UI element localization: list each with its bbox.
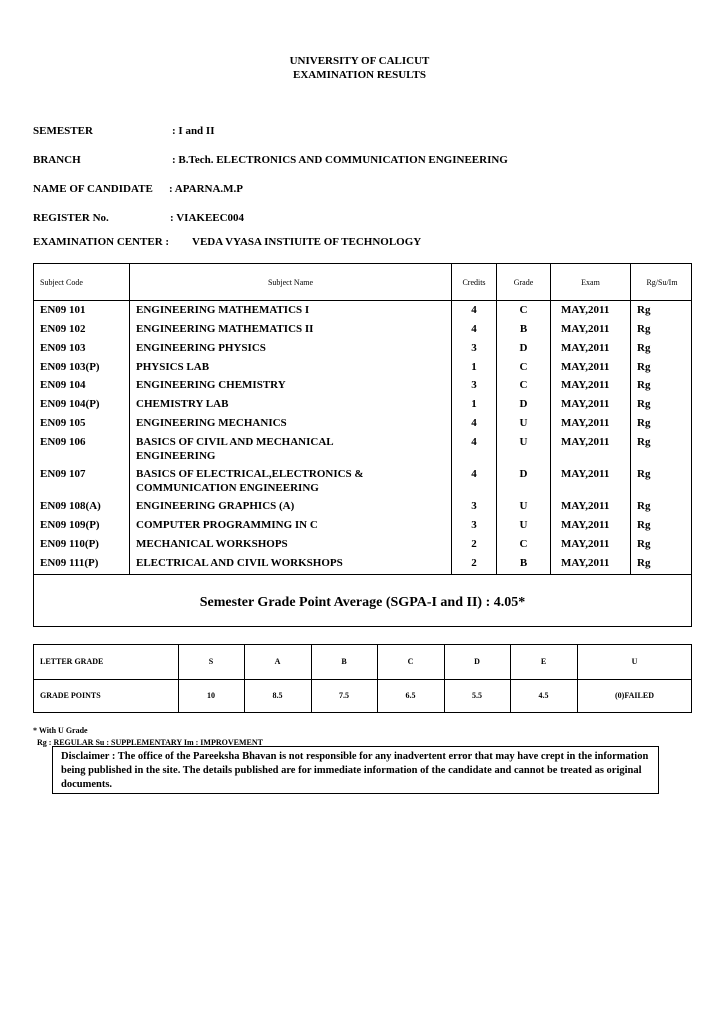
letter-grade-cell: U bbox=[631, 657, 638, 666]
cell-code: EN09 107 bbox=[40, 468, 86, 480]
cell-grade: C bbox=[519, 304, 528, 316]
cell-name-continued: COMMUNICATION ENGINEERING bbox=[136, 482, 319, 494]
cell-credits: 3 bbox=[471, 379, 477, 391]
cell-status: Rg bbox=[637, 379, 651, 391]
letter-grade-cell: A bbox=[274, 657, 281, 666]
cell-grade: C bbox=[519, 538, 528, 550]
header-subject-code: Subject Code bbox=[40, 278, 83, 287]
cell-exam: MAY,2011 bbox=[561, 538, 610, 550]
header-credits: Credits bbox=[462, 278, 486, 287]
cell-name: ELECTRICAL AND CIVIL WORKSHOPS bbox=[136, 557, 343, 569]
cell-exam: MAY,2011 bbox=[561, 500, 610, 512]
cell-exam: MAY,2011 bbox=[561, 417, 610, 429]
page-title: EXAMINATION RESULTS bbox=[293, 69, 426, 81]
cell-credits: 4 bbox=[471, 417, 477, 429]
header-grade: Grade bbox=[513, 278, 534, 287]
cell-status: Rg bbox=[637, 557, 651, 569]
sgpa-line: Semester Grade Point Average (SGPA-I and II) : 4.05* bbox=[199, 595, 526, 610]
cell-code: EN09 104 bbox=[40, 379, 86, 391]
grade-column-divider bbox=[444, 645, 445, 712]
cell-credits: 3 bbox=[471, 500, 477, 512]
header-exam: Exam bbox=[581, 278, 600, 287]
cell-code: EN09 103 bbox=[40, 342, 86, 354]
cell-name: BASICS OF ELECTRICAL,ELECTRONICS & bbox=[136, 468, 364, 480]
cell-code: EN09 105 bbox=[40, 417, 86, 429]
results-table bbox=[33, 263, 692, 627]
cell-grade: D bbox=[519, 398, 528, 410]
cell-grade: U bbox=[519, 436, 528, 448]
cell-exam: MAY,2011 bbox=[561, 361, 610, 373]
cell-status: Rg bbox=[637, 436, 651, 448]
cell-exam: MAY,2011 bbox=[561, 557, 610, 569]
grade-column-divider bbox=[377, 645, 378, 712]
status-legend: Rg : REGULAR Su : SUPPLEMENTARY Im : IMPROVEMENT bbox=[37, 738, 263, 747]
cell-exam: MAY,2011 bbox=[561, 436, 610, 448]
grade-point-cell: 4.5 bbox=[538, 691, 549, 700]
grade-point-cell: 8.5 bbox=[272, 691, 283, 700]
cell-exam: MAY,2011 bbox=[561, 468, 610, 480]
header-status: Rg/Su/Im bbox=[646, 278, 678, 287]
cell-credits: 2 bbox=[471, 557, 477, 569]
cell-status: Rg bbox=[637, 500, 651, 512]
cell-name: ENGINEERING GRAPHICS (A) bbox=[136, 500, 295, 512]
cell-code: EN09 108(A) bbox=[40, 500, 101, 512]
cell-grade: C bbox=[519, 379, 528, 391]
cell-name: ENGINEERING MECHANICS bbox=[136, 417, 287, 429]
cell-name: BASICS OF CIVIL AND MECHANICAL bbox=[136, 436, 334, 448]
cell-code: EN09 109(P) bbox=[40, 519, 100, 531]
table-bottom-separator bbox=[34, 574, 691, 575]
cell-credits: 3 bbox=[471, 342, 477, 354]
semester-value: : I and II bbox=[172, 125, 215, 137]
cell-credits: 4 bbox=[471, 304, 477, 316]
cell-credits: 1 bbox=[471, 361, 477, 373]
university-name: UNIVERSITY OF CALICUT bbox=[289, 55, 430, 67]
letter-grade-label: LETTER GRADE bbox=[40, 657, 104, 666]
grade-column-divider bbox=[577, 645, 578, 712]
exam-center-label: EXAMINATION CENTER : bbox=[33, 236, 170, 248]
cell-credits: 4 bbox=[471, 323, 477, 335]
cell-credits: 1 bbox=[471, 398, 477, 410]
cell-exam: MAY,2011 bbox=[561, 323, 610, 335]
cell-status: Rg bbox=[637, 361, 651, 373]
cell-grade: U bbox=[519, 519, 528, 531]
grade-column-divider bbox=[510, 645, 511, 712]
cell-code: EN09 103(P) bbox=[40, 361, 100, 373]
cell-grade: C bbox=[519, 361, 528, 373]
letter-grade-cell: B bbox=[341, 657, 347, 666]
cell-credits: 2 bbox=[471, 538, 477, 550]
grade-point-cell: (0)FAILED bbox=[615, 691, 654, 700]
u-grade-note: * With U Grade bbox=[33, 726, 88, 735]
letter-grade-cell: E bbox=[540, 657, 547, 666]
header-subject-name: Subject Name bbox=[267, 278, 314, 287]
cell-code: EN09 102 bbox=[40, 323, 86, 335]
grade-point-cell: 5.5 bbox=[472, 691, 482, 700]
cell-exam: MAY,2011 bbox=[561, 342, 610, 354]
cell-name: ENGINEERING MATHEMATICS I bbox=[136, 304, 310, 316]
cell-name: ENGINEERING MATHEMATICS II bbox=[136, 323, 314, 335]
branch-label: BRANCH bbox=[33, 154, 81, 166]
cell-status: Rg bbox=[637, 304, 651, 316]
grade-point-cell: 7.5 bbox=[339, 691, 349, 700]
letter-grade-cell: S bbox=[208, 657, 214, 666]
cell-status: Rg bbox=[637, 519, 651, 531]
cell-credits: 3 bbox=[471, 519, 477, 531]
grade-point-cell: 6.5 bbox=[405, 691, 416, 700]
grade-column-divider bbox=[311, 645, 312, 712]
cell-status: Rg bbox=[637, 468, 651, 480]
cell-code: EN09 104(P) bbox=[40, 398, 100, 410]
cell-exam: MAY,2011 bbox=[561, 398, 610, 410]
cell-credits: 4 bbox=[471, 468, 477, 480]
cell-code: EN09 101 bbox=[40, 304, 86, 316]
cell-grade: B bbox=[519, 557, 528, 569]
cell-exam: MAY,2011 bbox=[561, 304, 610, 316]
cell-code: EN09 106 bbox=[40, 436, 86, 448]
cell-status: Rg bbox=[637, 417, 651, 429]
cell-code: EN09 111(P) bbox=[40, 557, 99, 569]
grade-point-cell: 10 bbox=[207, 691, 215, 700]
cell-grade: B bbox=[519, 323, 528, 335]
cell-grade: D bbox=[519, 342, 528, 354]
cell-exam: MAY,2011 bbox=[561, 519, 610, 531]
cell-status: Rg bbox=[637, 538, 651, 550]
header-separator bbox=[34, 300, 691, 301]
candidate-name-value: : APARNA.M.P bbox=[169, 183, 244, 195]
cell-name: COMPUTER PROGRAMMING IN C bbox=[136, 519, 318, 531]
cell-credits: 4 bbox=[471, 436, 477, 448]
column-divider bbox=[550, 264, 551, 574]
letter-grade-cell: C bbox=[407, 657, 414, 666]
cell-name: MECHANICAL WORKSHOPS bbox=[136, 538, 288, 550]
grade-column-divider bbox=[244, 645, 245, 712]
grade-row-separator bbox=[34, 679, 691, 680]
cell-code: EN09 110(P) bbox=[40, 538, 99, 550]
candidate-name-label: NAME OF CANDIDATE bbox=[33, 183, 153, 195]
cell-name: ENGINEERING CHEMISTRY bbox=[136, 379, 286, 391]
grade-column-divider bbox=[178, 645, 179, 712]
semester-label: SEMESTER bbox=[33, 125, 93, 137]
cell-name: CHEMISTRY LAB bbox=[136, 398, 229, 410]
cell-grade: U bbox=[519, 417, 528, 429]
cell-status: Rg bbox=[637, 342, 651, 354]
cell-exam: MAY,2011 bbox=[561, 379, 610, 391]
grade-scale-table bbox=[33, 644, 692, 713]
cell-name-continued: ENGINEERING bbox=[136, 450, 216, 462]
cell-grade: D bbox=[519, 468, 528, 480]
cell-name: ENGINEERING PHYSICS bbox=[136, 342, 266, 354]
register-value: : VIAKEEC004 bbox=[170, 212, 245, 224]
cell-status: Rg bbox=[637, 323, 651, 335]
cell-status: Rg bbox=[637, 398, 651, 410]
cell-name: PHYSICS LAB bbox=[136, 361, 210, 373]
exam-center-value: VEDA VYASA INSTIUITE OF TECHNOLOGY bbox=[192, 236, 422, 248]
letter-grade-cell: D bbox=[474, 657, 480, 666]
disclaimer-box: Disclaimer : The office of the Pareeksha Bhavan is not responsible for any inadvertent error that may have crept in the information being published in the site. The details published are for immediate information of the candidate and cannot be treated as original documents. bbox=[52, 746, 659, 794]
branch-value: : B.Tech. ELECTRONICS AND COMMUNICATION ENGINEERING bbox=[172, 154, 508, 166]
grade-points-label: GRADE POINTS bbox=[40, 691, 101, 700]
cell-grade: U bbox=[519, 500, 528, 512]
register-label: REGISTER No. bbox=[33, 212, 109, 224]
